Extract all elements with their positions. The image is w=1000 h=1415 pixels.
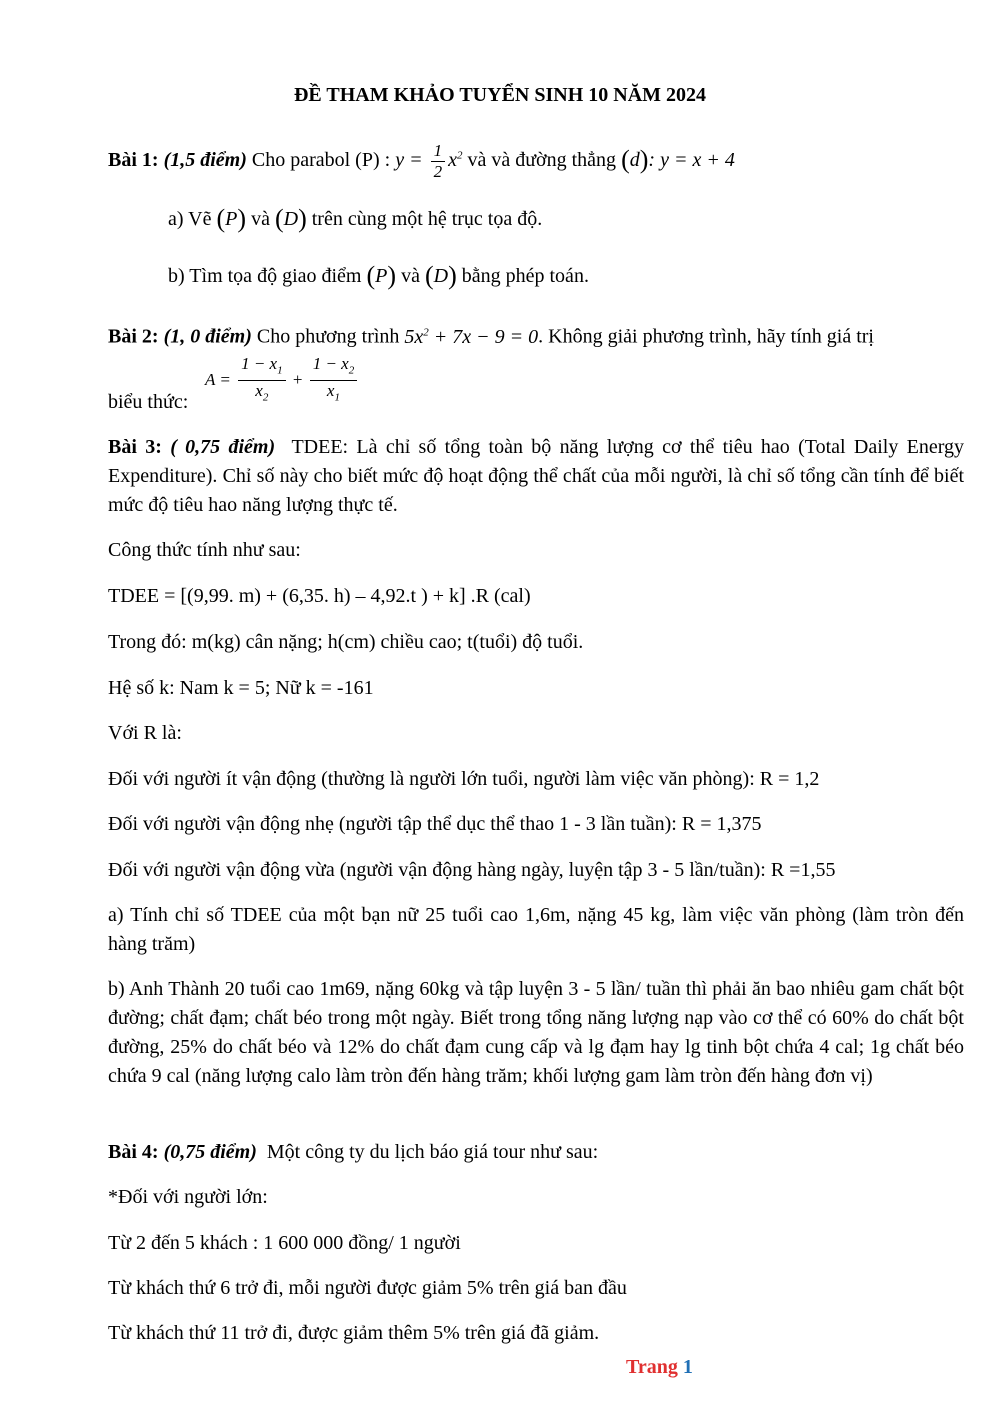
bai2-points: (1, 0 điểm) [163,325,252,348]
adults-heading: *Đối với người lớn: [108,1186,268,1208]
bai3-question-b: b) Anh Thành 20 tuổi cao 1m69, nặng 60kg và tập luyện 3 - 5 lần/ tuần thì phải ăn bao nhiêu gam chất bột đường; chất đạm; chất béo trong một ngày. Biết trong tổng năng lượng nạp vào cơ thể có 60% do chất bột đường, 25% do chất béo và 12% do chất đạm cung cấp và lg đạm hay lg tinh bột chứa 4 cal; 1g chất béo chứa 9 cal (năng lượng calo làm tròn đến hàng trăm; khối lượng gam làm tròn đến hàng đơn vị) [108,978,964,1087]
page-num: 1 [682,1356,693,1378]
expression-a: A = $\frac{1 - x_1}{x_2}$ + $\frac{1 - x_2}{x_1}$ [205,354,360,408]
line-formula: (d): y = x + 4 [621,145,735,175]
price-rule-1: Từ 2 đến 5 khách : 1 600 000 đồng/ 1 người [108,1232,461,1254]
price-rule-3: Từ khách thứ 11 trở đi, được giảm thêm 5% trên giá đã giảm. [108,1322,600,1344]
bai1-a [168,205,542,231]
r-label: Với R là: [108,722,182,744]
page-word: Trang [626,1356,678,1378]
math-d: (D) [274,204,307,233]
bai3-question-a: a) Tính chỉ số TDEE của một bạn nữ 25 tuổi cao 1,6m, nặng 45 kg, làm việc văn phòng (làm tròn đến hàng trăm) [108,904,964,955]
bai2-text-b: . Không giải phương trình, hãy tính giá trị [538,325,874,348]
bai2-header [108,320,874,349]
bai3-intro-text: TDEE: Là chỉ số tổng toàn bộ năng lượng cơ thể tiêu hao (Total Daily Energy Expenditure). Chỉ số này cho biết mức độ hoạt động thể chất của mỗi người, là chỉ số tổng cần tính để biết mức độ tiêu hao năng lượng thực tế. [108,436,965,516]
bai1-text-a: Cho parabol (P) : [251,149,391,172]
bai2-label: Bài 2: [108,325,159,348]
tdee-formula: TDEE = [(9,99. m) + (6,35. h) – 4,92.t ) + k] .R (cal) [108,585,531,607]
bai1-b-text: b) Tìm tọa độ giao điểm [168,265,362,287]
bai4-points: (0,75 điểm) [163,1141,257,1163]
formula-label: Công thức tính như sau: [108,539,301,561]
math-p: (P) [216,204,247,233]
price-rule-2: Từ khách thứ 6 trở đi, mỗi người được giảm 5% trên giá ban đầu [108,1277,627,1299]
bai1-header [108,141,735,182]
r-option-3: Đối với người vận động vừa (người vận động hàng ngày, luyện tập 3 - 5 lần/tuần): R =1,55 [108,859,836,881]
bai3-label: Bài 3: [108,436,162,458]
equation: $5x^2 + 7x - 9 = 0$ [404,325,539,348]
bai3-points: ( 0,75 điểm) [170,436,276,458]
bai1-a-text: a) Vẽ [168,208,212,230]
parabol-formula: y = $\frac{1}{2}$ $x^2$ [395,141,463,181]
page-number [626,1356,693,1379]
bai4-intro: Một công ty du lịch báo giá tour như sau: [266,1141,599,1163]
variables-text: Trong đó: m(kg) cân nặng; h(cm) chiều cao; t(tuổi) độ tuổi. [108,631,584,653]
bai3-intro [108,433,964,520]
r-option-1: Đối với người ít vận động (thường là người lớn tuổi, người làm việc văn phòng): R = 1,2 [108,768,820,790]
bai1-label: Bài 1: [108,149,159,172]
bai1-b-rest: bằng phép toán. [461,265,589,287]
bai1-text-b: và và đường thẳng [467,149,617,172]
page-title: ĐỀ THAM KHẢO TUYỂN SINH 10 NĂM 2024 [293,84,707,106]
bai1-b [168,262,589,288]
math-d: (D) [424,261,457,290]
bai2-text-a: Cho phương trình [256,325,400,348]
bai1-a-rest: trên cùng một hệ trục tọa độ. [311,208,543,230]
bai1-points: (1,5 điểm) [163,149,247,172]
math-p: (P) [366,261,397,290]
bai1-b-and: và [401,265,420,287]
bai4-header [108,1140,598,1164]
bai2-text-c: biểu thức: [108,391,189,413]
r-option-2: Đối với người vận động nhẹ (người tập thể dục thể thao 1 - 3 lần tuần): R = 1,375 [108,813,762,835]
bai4-label: Bài 4: [108,1141,159,1163]
bai1-a-and: và [251,208,270,230]
k-coefficient: Hệ số k: Nam k = 5; Nữ k = -161 [108,677,374,699]
